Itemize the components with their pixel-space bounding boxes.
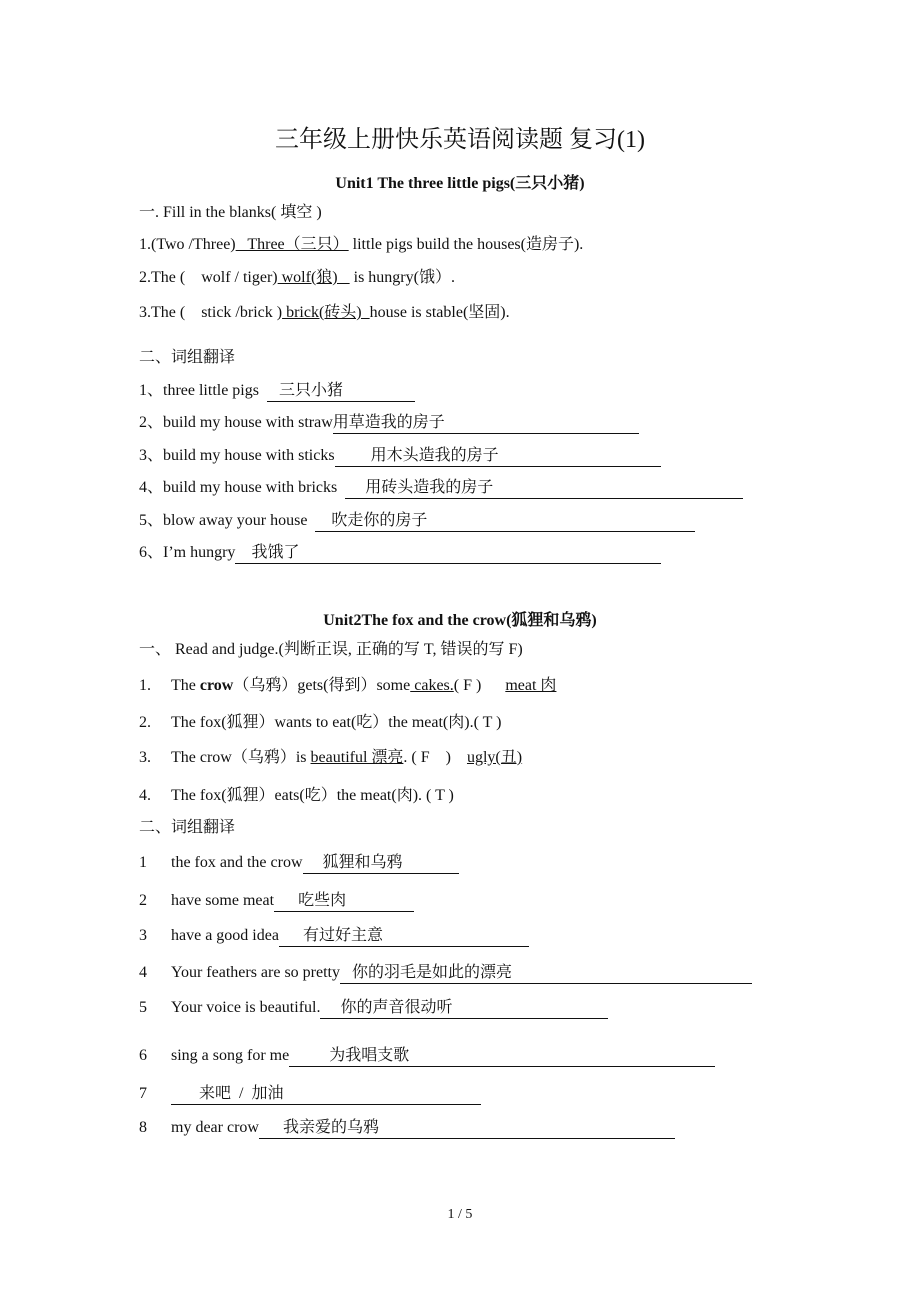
answer-line: 三只小猪 [267, 381, 415, 402]
unit1-phrase-5: 5、blow away your house 吹走你的房子 [139, 510, 695, 532]
unit2-sec2-heading: 二、词组翻译 [139, 819, 236, 836]
answer-line: 来吧 / 加油 [171, 1084, 481, 1105]
answer: brick(砖头) [282, 304, 370, 321]
unit2-judge-item-1: 1. The crow（乌鸦）gets(得到）some cakes.( F ) meat 肉 [139, 677, 557, 694]
unit1-fill-item-1: 1.(Two /Three) Three（三只） little pigs build the houses(造房子). [139, 236, 584, 253]
answer-line: 用木头造我的房子 [335, 446, 661, 467]
unit1-fill-item-3: 3.The ( stick /brick ) brick(砖头) house is stable(坚固). [139, 304, 510, 321]
answer-line: 你的声音很动听 [320, 998, 608, 1019]
unit1-title: Unit1 The three little pigs(三只小猪) [335, 175, 585, 192]
answer-line: 我饿了 [235, 543, 661, 564]
unit2-judge-item-3: 3. The crow（乌鸦）is beautiful 漂亮. ( F ) ugly(丑) [139, 749, 523, 766]
unit2-phrase-8: 8 my dear crow 我亲爱的乌鸦 [139, 1117, 675, 1139]
unit2-sec1-heading: 一、 Read and judge.(判断正误, 正确的写 T, 错误的写 F) [139, 641, 523, 658]
unit2-phrase-4: 4 Your feathers are so pretty 你的羽毛是如此的漂亮 [139, 962, 752, 984]
unit1-fill-item-2: 2.The ( wolf / tiger) wolf(狼) is hungry(饿）. [139, 269, 455, 286]
unit2-phrase-6: 6 sing a song for me 为我唱支歌 [139, 1045, 715, 1067]
answer-line: 有过好主意 [279, 926, 529, 947]
answer-line: 用砖头造我的房子 [345, 478, 743, 499]
unit2-judge-item-4: 4. The fox(狐狸）eats(吃）the meat(肉). ( T ) [139, 787, 454, 804]
unit1-sec2-heading: 二、词组翻译 [139, 349, 236, 366]
unit2-phrase-1: 1 the fox and the crow 狐狸和乌鸦 [139, 852, 459, 874]
page-number: 1 / 5 [447, 1207, 473, 1222]
answer: Three（三只） [235, 236, 349, 253]
unit2-phrase-2: 2 have some meat 吃些肉 [139, 890, 414, 912]
unit2-title: Unit2The fox and the crow(狐狸和乌鸦) [323, 612, 597, 629]
answer: wolf(狼) [277, 269, 350, 286]
unit1-phrase-4: 4、build my house with bricks 用砖头造我的房子 [139, 477, 743, 499]
unit1-phrase-2: 2、build my house with straw用草造我的房子 [139, 412, 639, 434]
answer-line: 用草造我的房子 [333, 413, 639, 434]
unit1-phrase-6: 6、I’m hungry 我饿了 [139, 542, 661, 564]
unit1-phrase-1: 1、three little pigs 三只小猪 [139, 380, 415, 402]
answer-line: 吃些肉 [274, 891, 414, 912]
unit2-phrase-5: 5 Your voice is beautiful. 你的声音很动听 [139, 997, 608, 1019]
unit1-sec1-heading: 一. Fill in the blanks( 填空 ) [139, 204, 322, 221]
page-title: 三年级上册快乐英语阅读题 复习(1) [275, 127, 645, 153]
unit2-judge-item-2: 2. The fox(狐狸）wants to eat(吃）the meat(肉).( T ) [139, 714, 502, 731]
answer-line: 你的羽毛是如此的漂亮 [340, 963, 752, 984]
answer-line: 为我唱支歌 [289, 1046, 715, 1067]
unit2-phrase-3: 3 have a good idea 有过好主意 [139, 925, 529, 947]
answer-line: 吹走你的房子 [315, 511, 695, 532]
unit2-phrase-7: 7 来吧 / 加油 [139, 1083, 481, 1105]
unit1-phrase-3: 3、build my house with sticks 用木头造我的房子 [139, 445, 661, 467]
answer-line: 狐狸和乌鸦 [303, 853, 459, 874]
answer-line: 我亲爱的乌鸦 [259, 1118, 675, 1139]
